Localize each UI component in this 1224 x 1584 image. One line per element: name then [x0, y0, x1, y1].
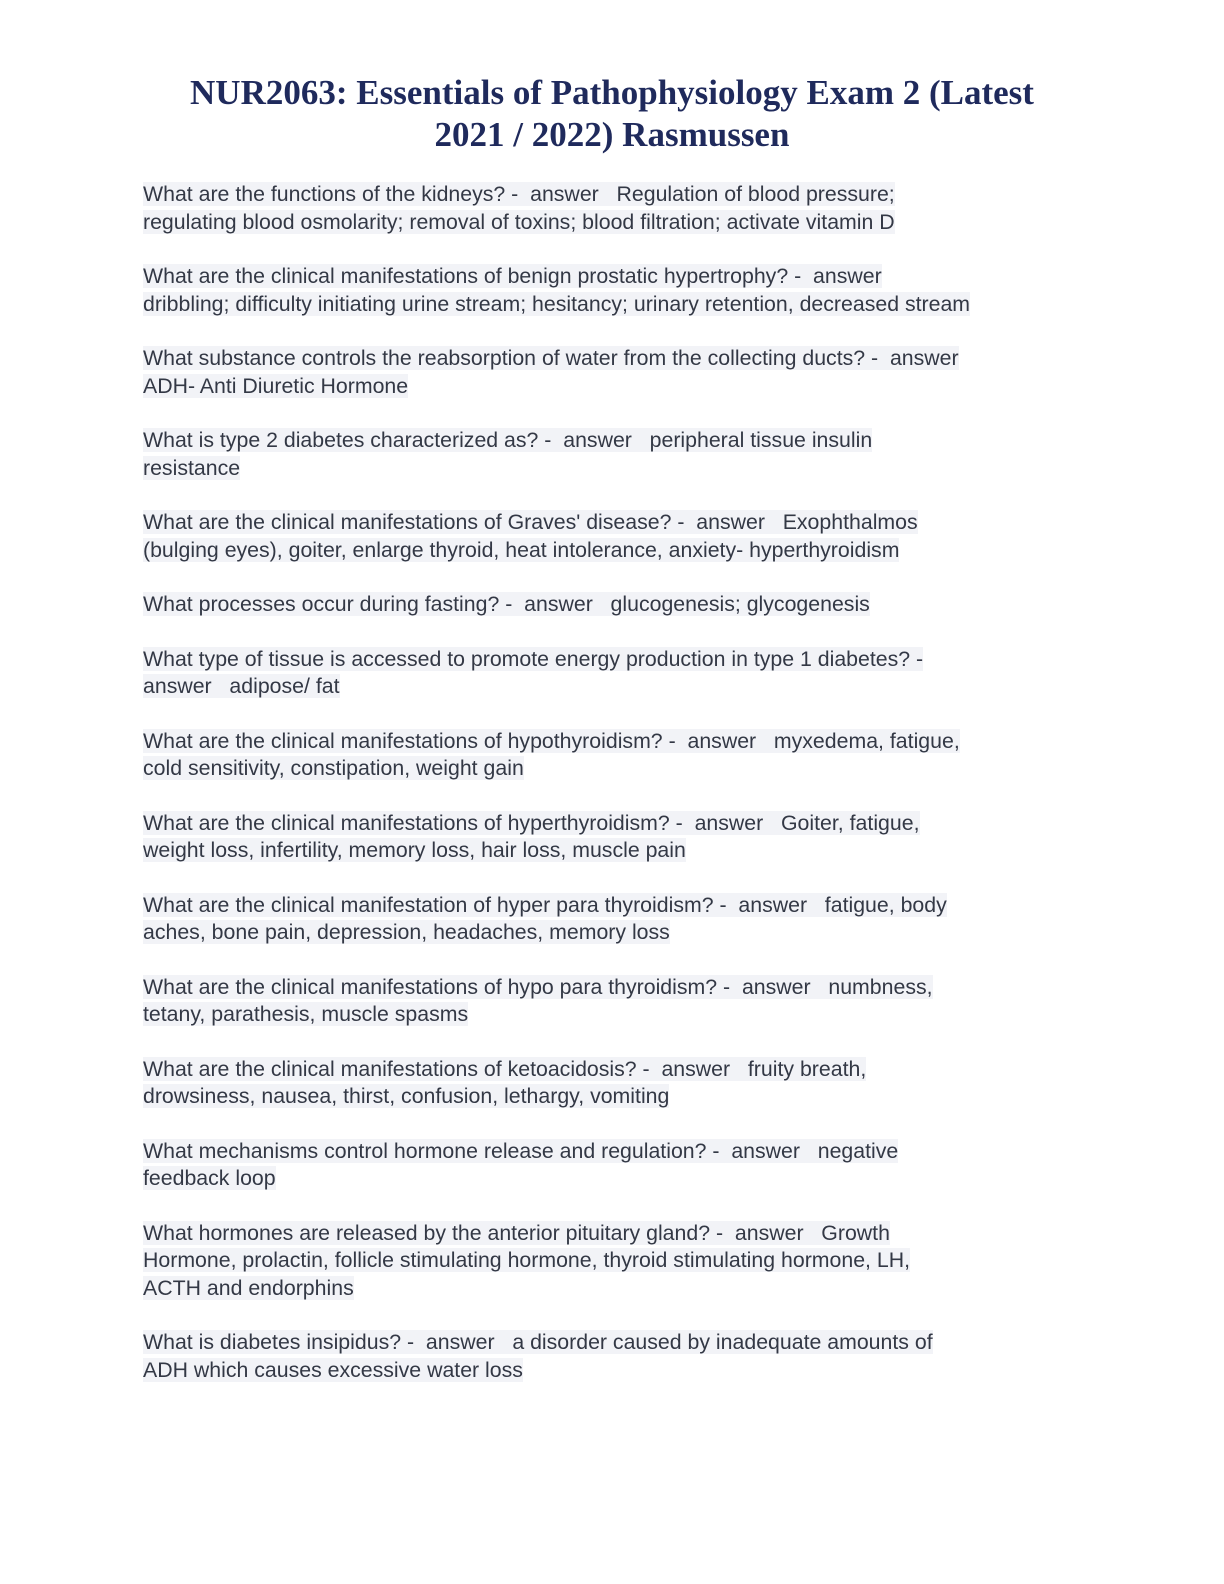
question-answer-line	[143, 181, 1083, 209]
question-answer-line	[143, 728, 1083, 756]
question-answer-text: Hormone, prolactin, follicle stimulating hormone, thyroid stimulating hormone, LH,	[143, 1248, 911, 1272]
question-answer-text: What are the clinical manifestations of hyperthyroidism? - answer Goiter, fatigue,	[143, 810, 920, 835]
question-answer-line	[143, 591, 1083, 619]
question-answer-line	[143, 537, 1083, 565]
question-answer-line	[143, 1329, 1083, 1357]
question-answer-list	[143, 181, 1083, 1411]
question-answer-line	[143, 291, 1083, 319]
question-answer-text: drowsiness, nausea, thirst, confusion, lethargy, vomiting	[143, 1084, 670, 1108]
question-answer-line	[143, 919, 1083, 947]
question-answer-text: What processes occur during fasting? - answer glucogenesis; glycogenesis	[143, 592, 870, 616]
question-answer-line	[143, 373, 1083, 401]
question-answer-line	[143, 892, 1083, 920]
question-answer-text: aches, bone pain, depression, headaches, memory loss	[143, 920, 670, 944]
question-answer-item	[143, 263, 1083, 318]
question-answer-text: What is type 2 diabetes characterized as? - answer peripheral tissue insulin	[143, 428, 873, 452]
document-title	[120, 72, 1104, 156]
question-answer-line	[143, 1165, 1083, 1193]
question-answer-item	[143, 509, 1083, 564]
question-answer-line	[143, 810, 1083, 838]
question-answer-text: ADH- Anti Diuretic Hormone	[143, 373, 409, 398]
question-answer-text: dribbling; difficulty initiating urine stream; hesitancy; urinary retention, decreased stream	[143, 291, 971, 316]
question-answer-line	[143, 1357, 1083, 1385]
question-answer-text: feedback loop	[143, 1166, 276, 1190]
question-answer-item	[143, 1220, 1083, 1303]
question-answer-item	[143, 892, 1083, 947]
question-answer-line	[143, 1275, 1083, 1303]
question-answer-item	[143, 1056, 1083, 1111]
question-answer-text: ACTH and endorphins	[143, 1275, 354, 1300]
question-answer-item	[143, 591, 1083, 619]
question-answer-line	[143, 263, 1083, 291]
question-answer-item	[143, 427, 1083, 482]
question-answer-line	[143, 345, 1083, 373]
question-answer-line	[143, 1138, 1083, 1166]
question-answer-text: What type of tissue is accessed to promote energy production in type 1 diabetes? -	[143, 646, 924, 671]
question-answer-text: ADH which causes excessive water loss	[143, 1357, 523, 1382]
question-answer-text: What hormones are released by the anterior pituitary gland? - answer Growth	[143, 1220, 890, 1245]
question-answer-line	[143, 427, 1083, 455]
question-answer-line	[143, 1220, 1083, 1248]
question-answer-item	[143, 181, 1083, 236]
title-line-1: NUR2063: Essentials of Pathophysiology Exam 2 (Latest	[190, 73, 1034, 112]
question-answer-text: What are the functions of the kidneys? - answer Regulation of blood pressure;	[143, 182, 895, 206]
question-answer-text: What are the clinical manifestations of benign prostatic hypertrophy? - answer	[143, 264, 882, 288]
question-answer-item	[143, 1138, 1083, 1193]
question-answer-text: What are the clinical manifestations of ketoacidosis? - answer fruity breath,	[143, 1056, 867, 1081]
question-answer-line	[143, 1083, 1083, 1111]
question-answer-item	[143, 1329, 1083, 1384]
question-answer-text: What are the clinical manifestation of hyper para thyroidism? - answer fatigue, body	[143, 892, 947, 917]
question-answer-text: regulating blood osmolarity; removal of toxins; blood filtration; activate vitamin D	[143, 209, 895, 234]
question-answer-text: (bulging eyes), goiter, enlarge thyroid, heat intolerance, anxiety- hyperthyroidism	[143, 537, 900, 562]
question-answer-text: What substance controls the reabsorption of water from the collecting ducts? - answer	[143, 346, 959, 370]
question-answer-text: What are the clinical manifestations of hypothyroidism? - answer myxedema, fatigue,	[143, 728, 960, 753]
question-answer-line	[143, 974, 1083, 1002]
question-answer-text: cold sensitivity, constipation, weight gain	[143, 756, 524, 780]
question-answer-text: answer adipose/ fat	[143, 674, 340, 698]
question-answer-item	[143, 345, 1083, 400]
question-answer-text: What mechanisms control hormone release and regulation? - answer negative	[143, 1138, 899, 1163]
question-answer-line	[143, 1001, 1083, 1029]
question-answer-item	[143, 810, 1083, 865]
question-answer-item	[143, 646, 1083, 701]
title-line-2: 2021 / 2022) Rasmussen	[434, 115, 790, 154]
question-answer-line	[143, 455, 1083, 483]
question-answer-item	[143, 728, 1083, 783]
question-answer-text: weight loss, infertility, memory loss, hair loss, muscle pain	[143, 838, 686, 862]
question-answer-text: tetany, parathesis, muscle spasms	[143, 1002, 469, 1026]
question-answer-line	[143, 1056, 1083, 1084]
question-answer-line	[143, 837, 1083, 865]
question-answer-text: What are the clinical manifestations of Graves' disease? - answer Exophthalmos	[143, 510, 918, 534]
question-answer-line	[143, 509, 1083, 537]
question-answer-text: What are the clinical manifestations of hypo para thyroidism? - answer numbness,	[143, 974, 933, 999]
question-answer-item	[143, 974, 1083, 1029]
question-answer-text: What is diabetes insipidus? - answer a disorder caused by inadequate amounts of	[143, 1330, 933, 1354]
question-answer-line	[143, 646, 1083, 674]
question-answer-line	[143, 1247, 1083, 1275]
question-answer-text: resistance	[143, 455, 241, 480]
question-answer-line	[143, 673, 1083, 701]
question-answer-line	[143, 209, 1083, 237]
question-answer-line	[143, 755, 1083, 783]
